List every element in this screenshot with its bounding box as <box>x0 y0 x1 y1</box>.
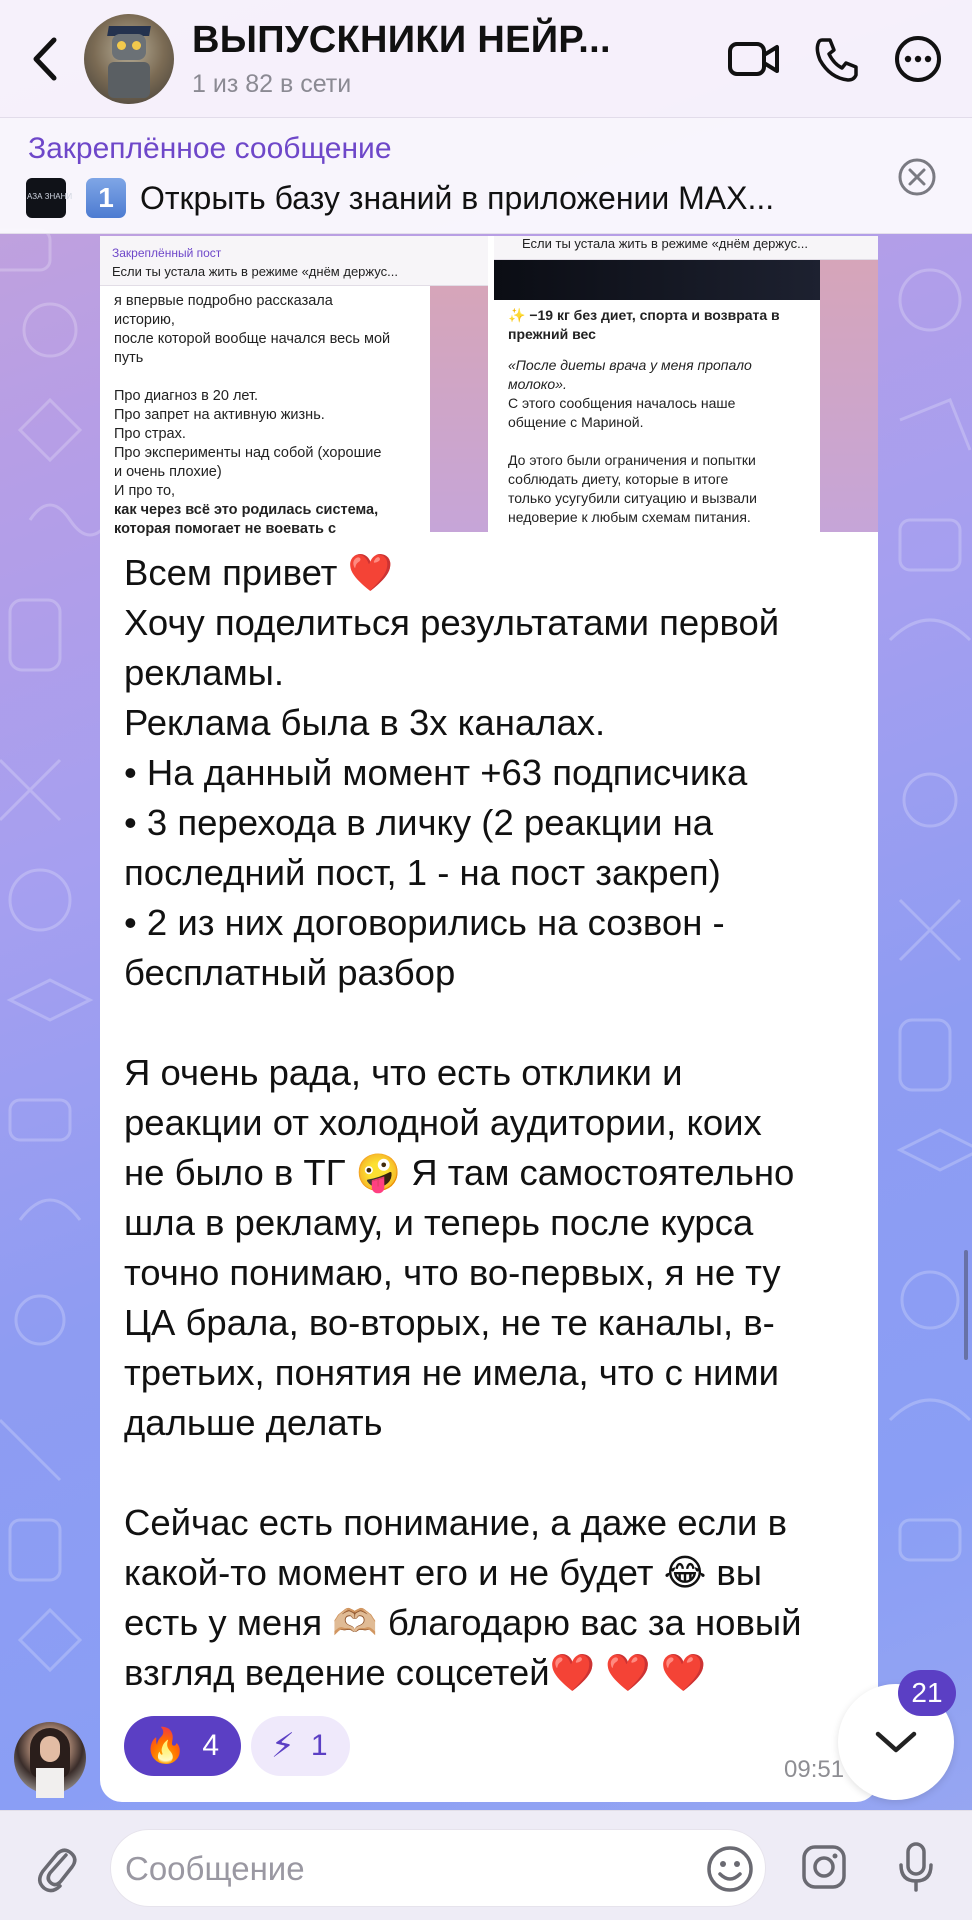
emoji-icon <box>705 1844 755 1894</box>
pinned-message-bar[interactable] <box>0 118 972 234</box>
camera-button[interactable] <box>796 1839 852 1895</box>
reaction-lightning[interactable] <box>251 1716 350 1776</box>
pinned-text: Открыть базу знаний в приложении MAX... <box>140 180 775 216</box>
message-line: дальше делать <box>124 1402 383 1443</box>
message-line: ЦА брала, во-вторых, не те каналы, в- <box>124 1302 775 1343</box>
reaction-fire[interactable] <box>124 1716 241 1776</box>
message-time: 09:51 <box>784 1756 845 1783</box>
back-button[interactable] <box>10 0 80 118</box>
online-status: 1 из 82 в сети <box>192 69 352 98</box>
screenshot-left[interactable] <box>100 236 488 537</box>
message-line: последний пост, 1 - на пост закреп) <box>124 852 721 893</box>
message-line: не было в ТГ 🤪 Я там самостоятельно <box>124 1152 795 1193</box>
preview-pinned-label: Закреплённый пост <box>112 246 222 260</box>
message-blank-line <box>124 998 864 1048</box>
message-line: реакции от холодной аудитории, коих <box>124 1102 762 1143</box>
more-icon <box>893 34 943 84</box>
voice-message-button[interactable] <box>888 1839 944 1895</box>
unread-badge: 21 <box>898 1670 956 1716</box>
message-composer <box>0 1810 972 1920</box>
chat-header <box>0 0 972 118</box>
message-line: рекламы. <box>124 652 285 693</box>
message-line: бесплатный разбор <box>124 952 456 993</box>
chat-title: ВЫПУСКНИКИ НЕЙР... <box>192 18 611 61</box>
message-line: Я очень рада, что есть отклики и <box>124 1052 683 1093</box>
reactions-row <box>124 1716 350 1776</box>
instagram-camera-icon <box>800 1843 848 1891</box>
fire-emoji: 🔥 <box>144 1727 187 1765</box>
more-button[interactable] <box>890 31 946 87</box>
message-images[interactable] <box>100 236 878 537</box>
message-line: Сейчас есть понимание, а даже если в <box>124 1502 787 1543</box>
back-arrow-icon <box>28 36 62 82</box>
message-text <box>124 548 864 1698</box>
emoji-button[interactable] <box>701 1840 759 1898</box>
message-line: точно понимаю, что во-первых, я не ту <box>124 1252 781 1293</box>
message-line: Хочу поделиться результатами первой <box>124 602 780 643</box>
video-call-button[interactable] <box>726 31 782 87</box>
message-input[interactable] <box>125 1830 685 1908</box>
reaction-count: 1 <box>310 1729 328 1762</box>
microphone-icon <box>896 1841 936 1893</box>
message-line: взгляд ведение соцсетей❤️ ❤️ ❤️ <box>124 1652 707 1693</box>
message-line: • 2 из них договорились на созвон - <box>124 902 725 943</box>
message-line: есть у меня 🫶🏼 благодарю вас за новый <box>124 1602 802 1643</box>
chevron-down-icon <box>874 1728 918 1756</box>
chat-title-block[interactable] <box>192 19 726 99</box>
paperclip-icon <box>36 1841 76 1893</box>
phone-icon <box>814 36 858 82</box>
preview-right-text: ✨ −19 кг без диет, спорта и возврата в прежний вес «После диеты врача у меня пропало молоко». С этого сообщения началось наше общение с Мариной. До этого были ограничения и попытки соблюдать диету, которые в итоге только усугубили ситуацию и вызвали недоверие к любым схемам питания. <box>494 300 820 532</box>
message-line: Всем привет ❤️ <box>124 552 393 593</box>
preview-pinned-text-right: Если ты устала жить в режиме «днём держус... <box>522 236 808 251</box>
video-call-icon <box>727 39 781 79</box>
preview-left-text: я впервые подробно рассказала историю, после которой вообще начался весь мой путь Про диагноз в 20 лет. Про запрет на активную жизнь. Про страх. Про эксперименты над собой (хорошие и очень плохие) И про то, как через всё это родилась система, которая помогает не воевать с <box>100 286 430 532</box>
chat-avatar[interactable] <box>84 14 174 104</box>
scrollbar[interactable] <box>964 1250 968 1360</box>
pinned-close-button[interactable] <box>896 156 938 203</box>
pinned-thumbnail: АЗА ЗНАНИ <box>26 178 66 218</box>
message-bubble[interactable] <box>100 236 878 1802</box>
message-blank-line <box>124 1448 864 1498</box>
sender-avatar[interactable] <box>14 1722 86 1794</box>
message-line: третьих, понятия не имела, что с ними <box>124 1352 779 1393</box>
attach-button[interactable] <box>28 1839 84 1895</box>
keycap-one-emoji: 1 <box>86 178 126 218</box>
message-line: • На данный момент +63 подписчика <box>124 752 748 793</box>
close-circle-icon <box>896 156 938 198</box>
message-input-wrapper[interactable] <box>110 1829 766 1907</box>
preview-pinned-text: Если ты устала жить в режиме «днём держус... <box>112 264 398 279</box>
reaction-count: 4 <box>202 1729 220 1762</box>
lightning-emoji: ⚡ <box>271 1727 295 1765</box>
message-line: • 3 перехода в личку (2 реакции на <box>124 802 714 843</box>
screenshot-right[interactable] <box>494 236 878 532</box>
phone-call-button[interactable] <box>808 31 864 87</box>
message-line: шла в рекламу, и теперь после курса <box>124 1202 754 1243</box>
message-line: Реклама была в 3х каналах. <box>124 702 606 743</box>
message-line: какой-то момент его и не будет 😂 вы <box>124 1552 763 1593</box>
pinned-label: Закреплённое сообщение <box>28 132 392 165</box>
